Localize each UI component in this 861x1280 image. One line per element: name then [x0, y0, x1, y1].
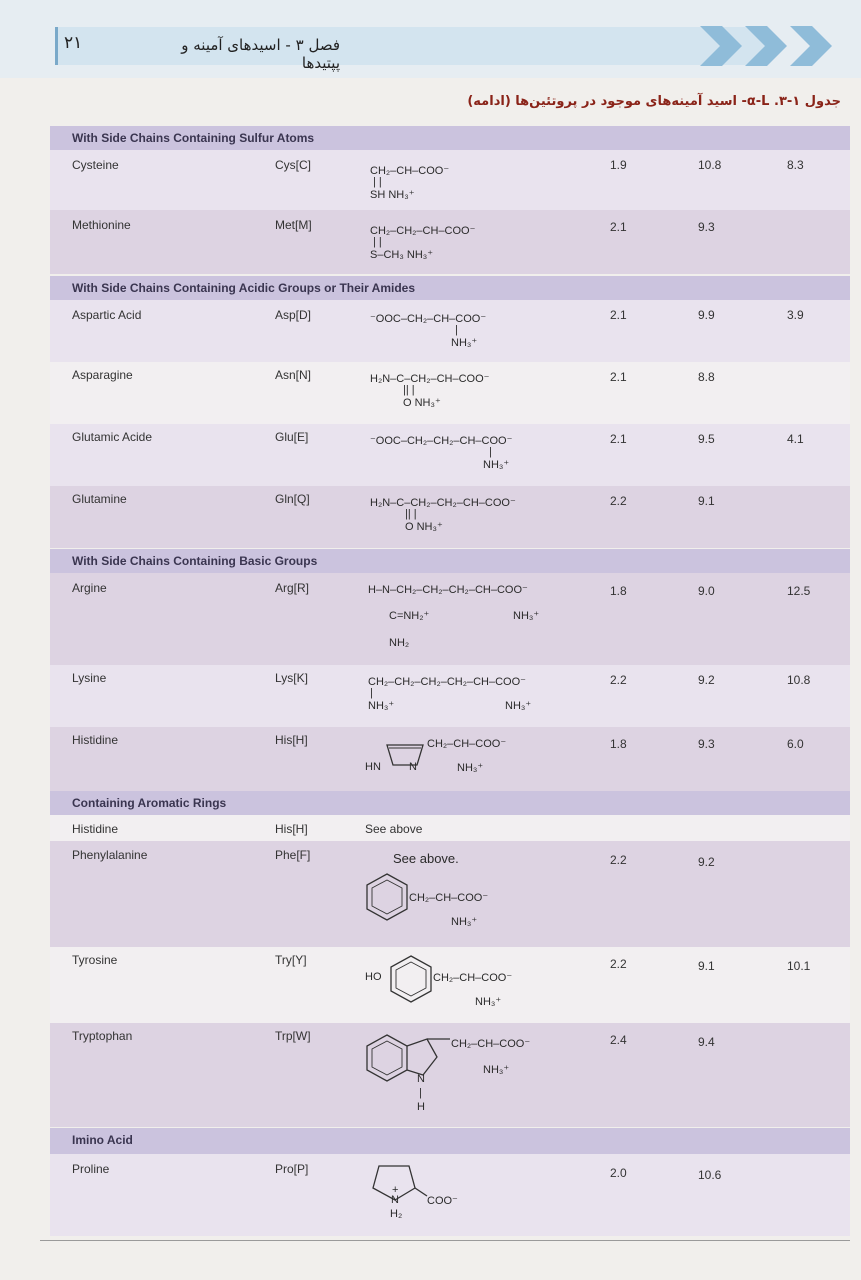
pk1-value: 2.1 — [610, 370, 627, 384]
section-header: With Side Chains Containing Acidic Groups or Their Amides — [50, 276, 850, 300]
pk1-value: 2.2 — [610, 673, 627, 687]
pk2-value: 9.5 — [698, 432, 715, 446]
amino-acid-name: Aspartic Acid — [72, 308, 142, 322]
amino-acid-abbr: Try[Y] — [275, 953, 307, 967]
pyrrolidine-ring-icon — [365, 1160, 435, 1205]
table-caption: جدول ۱-۳. α-L- اسید آمینه‌های موجود در پروتئین‌ها (ادامه) — [467, 94, 841, 109]
table-row: Argine Arg[R] H–N–CH₂–CH₂–CH₂–CH–COO⁻ C=NH₂⁺ NH₃⁺ NH₂ 1.8 9.0 12.5 — [50, 573, 850, 665]
pk3-value: 4.1 — [787, 432, 804, 446]
pk2-value: 9.0 — [698, 584, 715, 598]
pk2-value: 9.1 — [698, 959, 715, 973]
amino-acid-abbr: Arg[R] — [275, 581, 310, 595]
amino-acid-name: Argine — [72, 581, 107, 595]
pk2-value: 9.9 — [698, 308, 715, 322]
amino-acid-name: Methionine — [72, 218, 131, 232]
amino-acid-name: Histidine — [72, 822, 119, 836]
amino-acid-abbr: Pro[P] — [275, 1162, 309, 1176]
section-header: Imino Acid — [50, 1128, 850, 1154]
amino-acid-abbr: Glu[E] — [275, 430, 309, 444]
pk3-value: 8.3 — [787, 158, 804, 172]
pk1-value: 2.4 — [610, 1033, 627, 1047]
table-row: Phenylalanine Phe[F] See above. CH₂–CH–COO⁻ NH₃⁺ 2.2 9.2 — [50, 841, 850, 947]
pk2-value: 9.2 — [698, 855, 715, 869]
table-bottom-rule — [40, 1240, 850, 1241]
pk2-value: 9.1 — [698, 494, 715, 508]
table-row — [50, 815, 850, 841]
pk2-value: 10.6 — [698, 1168, 722, 1182]
pk2-value: 8.8 — [698, 370, 715, 384]
benzene-ring-icon — [365, 871, 415, 923]
pk1-value: 2.0 — [610, 1166, 627, 1180]
amino-acid-name: Phenylalanine — [72, 848, 148, 862]
amino-acid-name: Tryptophan — [72, 1029, 133, 1043]
amino-acid-abbr: Asn[N] — [275, 368, 312, 382]
table-row: Tryptophan Trp[W] N | H CH₂–CH–COO⁻ NH₃⁺ 2.4 9.4 — [50, 1023, 850, 1127]
structural-formula: See above — [365, 822, 423, 836]
pk1-value: 1.8 — [610, 584, 627, 598]
imidazole-ring-icon — [375, 735, 435, 775]
pk2-value: 9.2 — [698, 673, 715, 687]
table-row: Glutamine Gln[Q] H₂N–C–CH₂–CH₂–CH–COO⁻ || | O NH₃⁺ 2.2 9.1 — [50, 486, 850, 548]
amino-acid-name: Proline — [72, 1162, 110, 1176]
chapter-title: فصل ۳ - اسیدهای آمینه و پپتیدها — [181, 36, 340, 72]
amino-acid-abbr: Met[M] — [275, 218, 312, 232]
amino-acid-name: Tyrosine — [72, 953, 118, 967]
pk3-value: 3.9 — [787, 308, 804, 322]
table-row: Tyrosine Try[Y] HO CH₂–CH–COO⁻ NH₃⁺ 2.2 9.1 10.1 — [50, 947, 850, 1023]
section-header: Containing Aromatic Rings — [50, 791, 850, 815]
amino-acid-abbr: Asp[D] — [275, 308, 312, 322]
pk1-value: 2.2 — [610, 957, 627, 971]
indole-ring-icon — [365, 1029, 455, 1089]
table-row: Proline Pro[P] + N H₂ COO⁻ 2.0 10.6 — [50, 1154, 850, 1236]
pk3-value: 6.0 — [787, 737, 804, 751]
table-row: Asparagine Asn[N] H₂N–C–CH₂–CH–COO⁻ || | O NH₃⁺ 2.1 8.8 — [50, 362, 850, 424]
pk1-value: 2.1 — [610, 308, 627, 322]
amino-acid-abbr: Phe[F] — [275, 848, 311, 862]
pk1-value: 2.2 — [610, 494, 627, 508]
section-header: With Side Chains Containing Basic Groups — [50, 549, 850, 573]
amino-acid-name: Glutamic Acide — [72, 430, 153, 444]
table-row: Methionine Met[M] CH₂–CH₂–CH–COO⁻ | | S–CH₃ NH₃⁺ 2.1 9.3 — [50, 210, 850, 274]
table-row: Histidine His[H] HN N CH₂–CH–COO⁻ NH₃⁺ 1.8 9.3 6.0 — [50, 727, 850, 791]
amino-acid-name: Asparagine — [72, 368, 133, 382]
pk2-value: 9.4 — [698, 1035, 715, 1049]
pk1-value: 2.2 — [610, 853, 627, 867]
pk3-value: 10.8 — [787, 673, 811, 687]
pk1-value: 2.1 — [610, 432, 627, 446]
amino-acid-abbr: His[H] — [275, 822, 308, 836]
amino-acid-name: Cysteine — [72, 158, 119, 172]
pk3-value: 10.1 — [787, 959, 811, 973]
section-header: With Side Chains Containing Sulfur Atoms — [50, 126, 850, 150]
chevron-right-icon — [700, 26, 740, 66]
phenol-ring-icon — [389, 953, 439, 1005]
chevron-right-icon — [745, 26, 785, 66]
table-row: Lysine Lys[K] CH₂–CH₂–CH₂–CH₂–CH–COO⁻ | NH₃⁺ NH₃⁺ 2.2 9.2 10.8 — [50, 665, 850, 727]
pk2-value: 9.3 — [698, 737, 715, 751]
amino-acid-name: Histidine — [72, 733, 119, 747]
pk3-value: 12.5 — [787, 584, 811, 598]
amino-acid-abbr: Lys[K] — [275, 671, 308, 685]
pk2-value: 9.3 — [698, 220, 715, 234]
pk2-value: 10.8 — [698, 158, 722, 172]
table-row: Cysteine Cys[C] CH₂–CH–COO⁻ | | SH NH₃⁺ 1.9 10.8 8.3 — [50, 150, 850, 210]
amino-acid-abbr: Gln[Q] — [275, 492, 310, 506]
table-row: Aspartic Acid Asp[D] ⁻OOC–CH₂–CH–COO⁻ | NH₃⁺ 2.1 9.9 3.9 — [50, 300, 850, 362]
pk1-value: 1.9 — [610, 158, 627, 172]
pk1-value: 1.8 — [610, 737, 627, 751]
amino-acid-abbr: His[H] — [275, 733, 308, 747]
amino-acid-abbr: Trp[W] — [275, 1029, 311, 1043]
chevron-right-icon — [790, 26, 830, 66]
amino-acid-abbr: Cys[C] — [275, 158, 311, 172]
amino-acid-name: Glutamine — [72, 492, 127, 506]
page-number: ۲۱ — [64, 33, 83, 53]
amino-acid-name: Lysine — [72, 671, 107, 685]
table-row: Glutamic Acide Glu[E] ⁻OOC–CH₂–CH₂–CH–COO⁻ | NH₃⁺ 2.1 9.5 4.1 — [50, 424, 850, 486]
pk1-value: 2.1 — [610, 220, 627, 234]
